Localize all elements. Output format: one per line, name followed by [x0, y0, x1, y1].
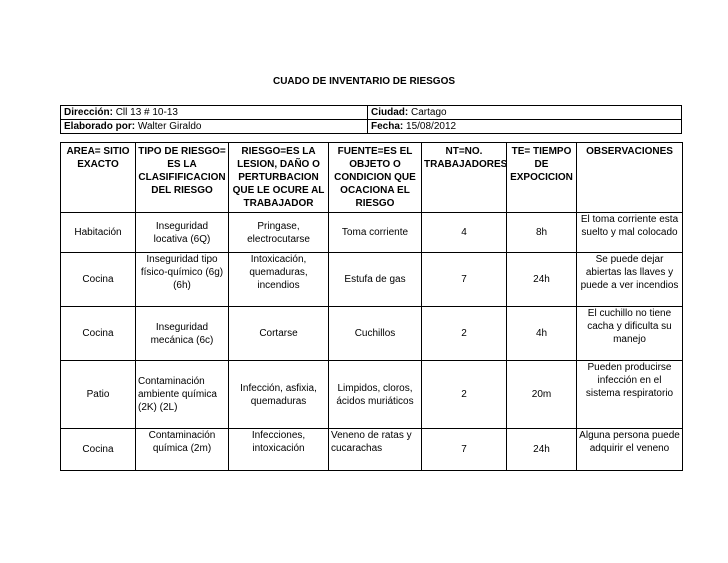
header-observaciones: OBSERVACIONES: [577, 143, 683, 213]
cell-tipo: Contaminación química (2m): [136, 429, 229, 471]
cell-nt: 4: [422, 213, 507, 253]
page-title: CUADO DE INVENTARIO DE RIESGOS: [272, 76, 456, 87]
cell-te: 24h: [507, 253, 577, 307]
table-row: [61, 253, 683, 307]
cell-riesgo: Pringase, electrocutarse: [229, 213, 329, 253]
cell-nt: 7: [422, 253, 507, 307]
table-row: [61, 361, 683, 429]
fecha-cell: [368, 120, 682, 134]
direccion-label: Dirección:: [64, 107, 113, 118]
cell-area: Cocina: [61, 253, 136, 307]
header-fuente: FUENTE=ES EL OBJETO O CONDICION QUE OCACIONA EL RIESGO: [329, 143, 422, 213]
cell-fuente: Veneno de ratas y cucarachas: [329, 429, 422, 471]
cell-nt: 2: [422, 361, 507, 429]
table-row: [61, 213, 683, 253]
table-header-row: [61, 143, 683, 213]
cell-te: 8h: [507, 213, 577, 253]
elaborado-label: Elaborado por:: [64, 121, 136, 132]
cell-area: Cocina: [61, 307, 136, 361]
cell-te: 20m: [507, 361, 577, 429]
header-nt: NT=NO. TRABAJADORES: [422, 143, 507, 213]
cell-fuente: Estufa de gas: [329, 253, 422, 307]
cell-fuente: Limpidos, cloros, ácidos muriáticos: [329, 361, 422, 429]
ciudad-cell: [368, 106, 682, 120]
cell-area: Habitación: [61, 213, 136, 253]
header-te: TE= TIEMPO DE EXPOCICION: [507, 143, 577, 213]
ciudad-label: Ciudad:: [371, 107, 409, 118]
cell-nt: 7: [422, 429, 507, 471]
cell-observaciones: El toma corriente esta suelto y mal colocado: [577, 213, 683, 253]
table-row: [61, 429, 683, 471]
table-row: [61, 307, 683, 361]
cell-tipo: Contaminación ambiente química (2K) (2L): [136, 361, 229, 429]
direccion-cell: [61, 106, 368, 120]
cell-nt: 2: [422, 307, 507, 361]
cell-observaciones: Alguna persona puede adquirir el veneno: [577, 429, 683, 471]
cell-tipo: Inseguridad mecánica (6c): [136, 307, 229, 361]
info-table: [60, 105, 682, 134]
risk-inventory-table: [60, 142, 683, 471]
elaborado-cell: [61, 120, 368, 134]
cell-fuente: Cuchillos: [329, 307, 422, 361]
ciudad-value: Cartago: [411, 107, 447, 118]
header-riesgo: RIESGO=ES LA LESION, DAÑO O PERTURBACION QUE LE OCURE AL TRABAJADOR: [229, 143, 329, 213]
cell-area: Patio: [61, 361, 136, 429]
fecha-label: Fecha:: [371, 121, 404, 132]
info-row-2: [61, 120, 682, 134]
cell-observaciones: Se puede dejar abiertas las llaves y puede a ver incendios: [577, 253, 683, 307]
cell-fuente: Toma corriente: [329, 213, 422, 253]
cell-riesgo: Cortarse: [229, 307, 329, 361]
cell-riesgo: Intoxicación, quemaduras, incendios: [229, 253, 329, 307]
cell-riesgo: Infección, asfixia, quemaduras: [229, 361, 329, 429]
header-tipo-riesgo: TIPO DE RIESGO= ES LA CLASIFIFICACION DEL RIESGO: [136, 143, 229, 213]
cell-tipo: Inseguridad tipo físico-químico (6g) (6h): [136, 253, 229, 307]
cell-tipo: Inseguridad locativa (6Q): [136, 213, 229, 253]
cell-observaciones: El cuchillo no tiene cacha y dificulta su manejo: [577, 307, 683, 361]
cell-riesgo: Infecciones, intoxicación: [229, 429, 329, 471]
fecha-value: 15/08/2012: [406, 121, 457, 132]
info-row-1: [61, 106, 682, 120]
header-area: AREA= SITIO EXACTO: [61, 143, 136, 213]
cell-te: 4h: [507, 307, 577, 361]
elaborado-value: Walter Giraldo: [137, 121, 202, 132]
direccion-value: Cll 13 # 10-13: [115, 107, 178, 118]
cell-te: 24h: [507, 429, 577, 471]
cell-area: Cocina: [61, 429, 136, 471]
cell-observaciones: Pueden producirse infección en el sistema respiratorio: [577, 361, 683, 429]
